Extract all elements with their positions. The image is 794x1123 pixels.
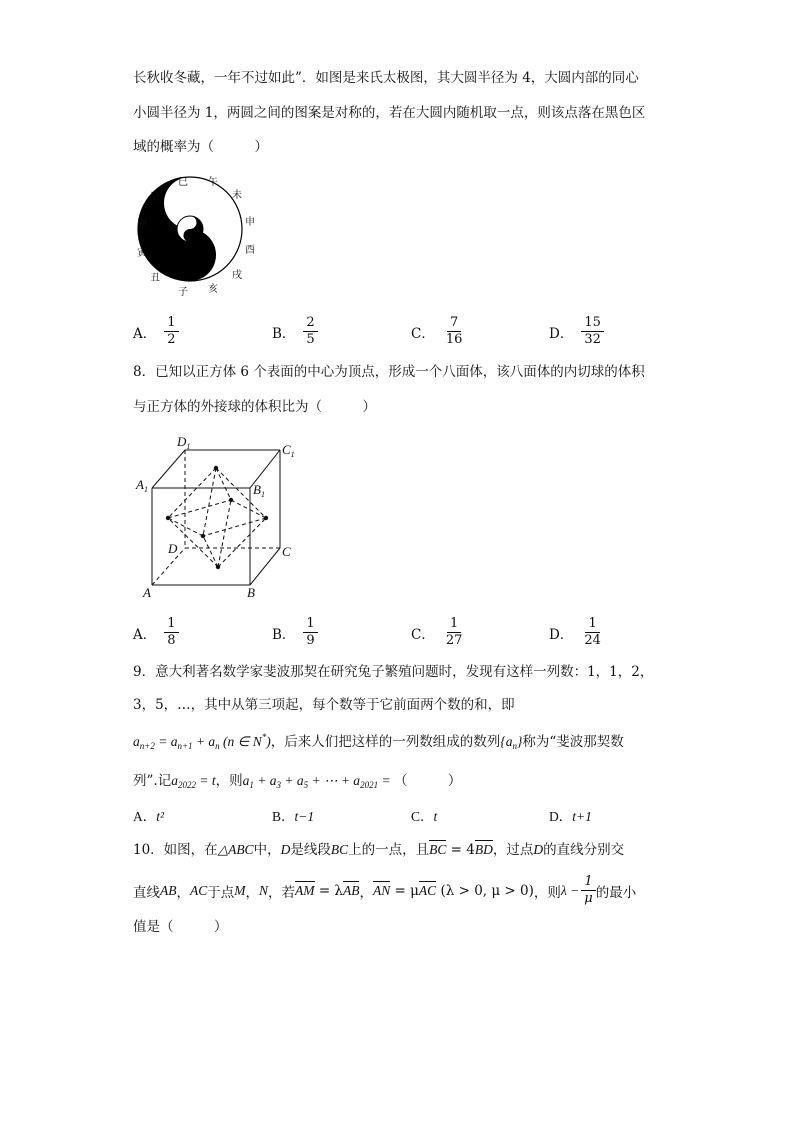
- vector-eq-an: AN = μAC (λ > 0, μ > 0): [372, 882, 534, 899]
- q9-option-b: [272, 805, 314, 825]
- line-ab: AB: [160, 882, 177, 898]
- label-b: B: [247, 585, 255, 600]
- branch-chou: 丑: [150, 273, 160, 284]
- denominator: 24: [584, 633, 601, 649]
- given-formula: $a_{2022} = t$: [171, 773, 216, 790]
- taiji-figure: [128, 168, 268, 298]
- denominator: 16: [445, 332, 463, 348]
- fraction: [443, 616, 466, 650]
- branch-wu: 午: [208, 177, 218, 188]
- branch-shen: 申: [245, 217, 255, 228]
- q7-option-b: [272, 315, 318, 349]
- q8-line2: 与正方体的外接球的体积比为（ ）: [133, 399, 376, 415]
- branch-hai: 亥: [208, 284, 218, 295]
- label-a: A: [143, 585, 151, 600]
- q9-line3-text-b: 称为“斐波那契数: [522, 734, 624, 750]
- point-d: D: [280, 842, 291, 857]
- option-label: C．: [411, 626, 435, 643]
- fraction: [164, 315, 178, 349]
- q7-option-c: [411, 315, 465, 349]
- point-d-ref: D: [533, 842, 544, 857]
- option-label: D．: [549, 325, 574, 342]
- q8-option-d: [549, 616, 604, 650]
- option-label: B．: [272, 325, 296, 342]
- q10-line2: [133, 874, 636, 908]
- branch-si: 巳: [178, 177, 188, 188]
- q10-text: ，若: [268, 884, 296, 901]
- point-m: M: [234, 882, 246, 898]
- numerator: 2: [303, 315, 317, 332]
- fraction: [303, 315, 317, 349]
- fraction: [303, 616, 317, 650]
- q10-text: 于点: [207, 884, 235, 901]
- line-ac: AC: [190, 882, 208, 898]
- q10-text: ，过点: [492, 842, 534, 858]
- option-text: t²: [156, 809, 165, 824]
- option-label: B．: [272, 626, 296, 643]
- q8-option-a: [133, 616, 179, 650]
- branch-xu: 戌: [232, 270, 242, 281]
- q10-text: 10．如图，在: [133, 842, 218, 858]
- option-label: D．: [549, 626, 574, 643]
- denominator: 32: [584, 332, 601, 348]
- sequence-notation: $\{a_n\}$: [500, 734, 523, 751]
- q8-line1: 8．已知以正方体 6 个表面的中心为顶点，形成一个八面体，该八面体的内切球的体积: [133, 364, 645, 380]
- label-b1: $B_1$: [253, 482, 265, 499]
- denominator: 5: [306, 332, 315, 348]
- q9-option-d: [549, 805, 592, 825]
- q7-option-d: [549, 315, 604, 349]
- sum-formula: $a_1 + a_3 + a_5$ + ⋯ + $a_{2021}$ =: [242, 773, 394, 790]
- option-text: t−1: [294, 809, 315, 824]
- branch-chen: 辰: [150, 192, 160, 203]
- fraction: [581, 315, 604, 349]
- label-c1: $C_1$: [282, 442, 295, 459]
- vector-eq-bc-bd: BC = 4BD: [429, 842, 493, 858]
- q9-line3: [133, 730, 624, 751]
- q9-line4-text-b: ，则: [215, 773, 243, 789]
- q9-line1: 9．意大利著名数学家斐波那契在研究兔子繁殖问题时，发现有这样一列数：1，1，2，: [133, 664, 654, 680]
- q9-line4: [133, 769, 461, 790]
- q7-line1: 长秋收冬藏，一年不过如此”．如图是来氏太极图，其大圆半径为 4，大圆内部的同心: [133, 70, 639, 86]
- q7-line3: 域的概率为（ ）: [133, 139, 268, 155]
- q9-line4-text-c: （ ）: [393, 773, 462, 789]
- fraction: [164, 616, 178, 650]
- branch-mao: 卯: [137, 218, 147, 229]
- branch-yin: 寅: [137, 248, 147, 259]
- numerator: 1: [164, 616, 178, 633]
- branch-zi: 子: [178, 287, 188, 298]
- q10-text: 上的一点，且: [348, 842, 430, 858]
- expression-lambda-minus-inv-mu: λ − $\frac{1}{\mu}$: [561, 874, 596, 908]
- cube-octahedron-figure: [130, 430, 310, 602]
- q9-option-a: [133, 805, 164, 825]
- fraction: [581, 616, 604, 650]
- label-d1: $D_1$: [177, 434, 191, 451]
- option-label: A．: [133, 325, 157, 342]
- fraction: [443, 315, 466, 349]
- segment-bc: BC: [330, 842, 349, 857]
- option-label: D．: [549, 809, 573, 824]
- q10-text: 的最小: [595, 884, 637, 901]
- denominator: 2: [167, 332, 176, 348]
- q10-text: ，: [359, 884, 373, 901]
- q9-option-c: [411, 805, 437, 825]
- label-a1: $A_1$: [136, 477, 148, 494]
- q9-line4-text-a: 列”.记: [133, 773, 172, 789]
- vector-eq-am: AM = λAB: [295, 882, 360, 899]
- numerator: 1: [585, 616, 599, 633]
- numerator: 15: [581, 315, 604, 332]
- label-c: C: [282, 544, 291, 559]
- q9-line2: 3，5，…，其中从第三项起，每个数等于它前面两个数的和，即: [133, 697, 515, 713]
- option-text: t+1: [572, 809, 592, 824]
- numerator: 1: [447, 616, 461, 633]
- numerator: 1: [164, 315, 178, 332]
- option-text: t: [433, 809, 438, 824]
- q10-text: 是线段: [290, 842, 331, 858]
- q7-line2: 小圆半径为 1，两圆之间的图案是对称的，若在大圆内随机取一点，则该点落在黑色区: [133, 105, 646, 121]
- q8-option-c: [411, 616, 465, 650]
- q10-text: ，: [176, 884, 190, 901]
- branch-you: 酉: [245, 245, 255, 256]
- denominator: 27: [445, 633, 463, 649]
- denominator: 8: [167, 633, 176, 649]
- q10-text: 直线: [133, 884, 160, 901]
- option-label: A．: [133, 809, 157, 824]
- numerator: 7: [447, 315, 461, 332]
- option-label: B．: [272, 809, 295, 824]
- q7-option-a: [133, 315, 179, 349]
- option-label: A．: [133, 626, 157, 643]
- q10-text: 的直线分别交: [543, 842, 625, 858]
- point-n: N: [259, 882, 269, 898]
- recurrence-formula: $a_{n+2} = a_{n+1} + a_n$ (n ∈ N*): [133, 732, 271, 751]
- option-label: C．: [411, 325, 435, 342]
- q8-option-b: [272, 616, 318, 650]
- option-label: C．: [411, 809, 434, 824]
- q10-text: 中，: [253, 842, 281, 858]
- denominator: 9: [306, 633, 315, 649]
- q10-line3: 值是（ ）: [133, 919, 228, 935]
- label-d: D: [168, 541, 178, 556]
- numerator: 1: [303, 616, 317, 633]
- q10-text: ，: [245, 884, 260, 901]
- q9-line3-text-a: ，后来人们把这样的一列数组成的数列: [270, 734, 501, 750]
- branch-wei: 未: [232, 190, 242, 201]
- q10-line1: [133, 838, 624, 858]
- q10-text: ，则: [533, 884, 561, 901]
- triangle-abc: △ABC: [217, 842, 254, 857]
